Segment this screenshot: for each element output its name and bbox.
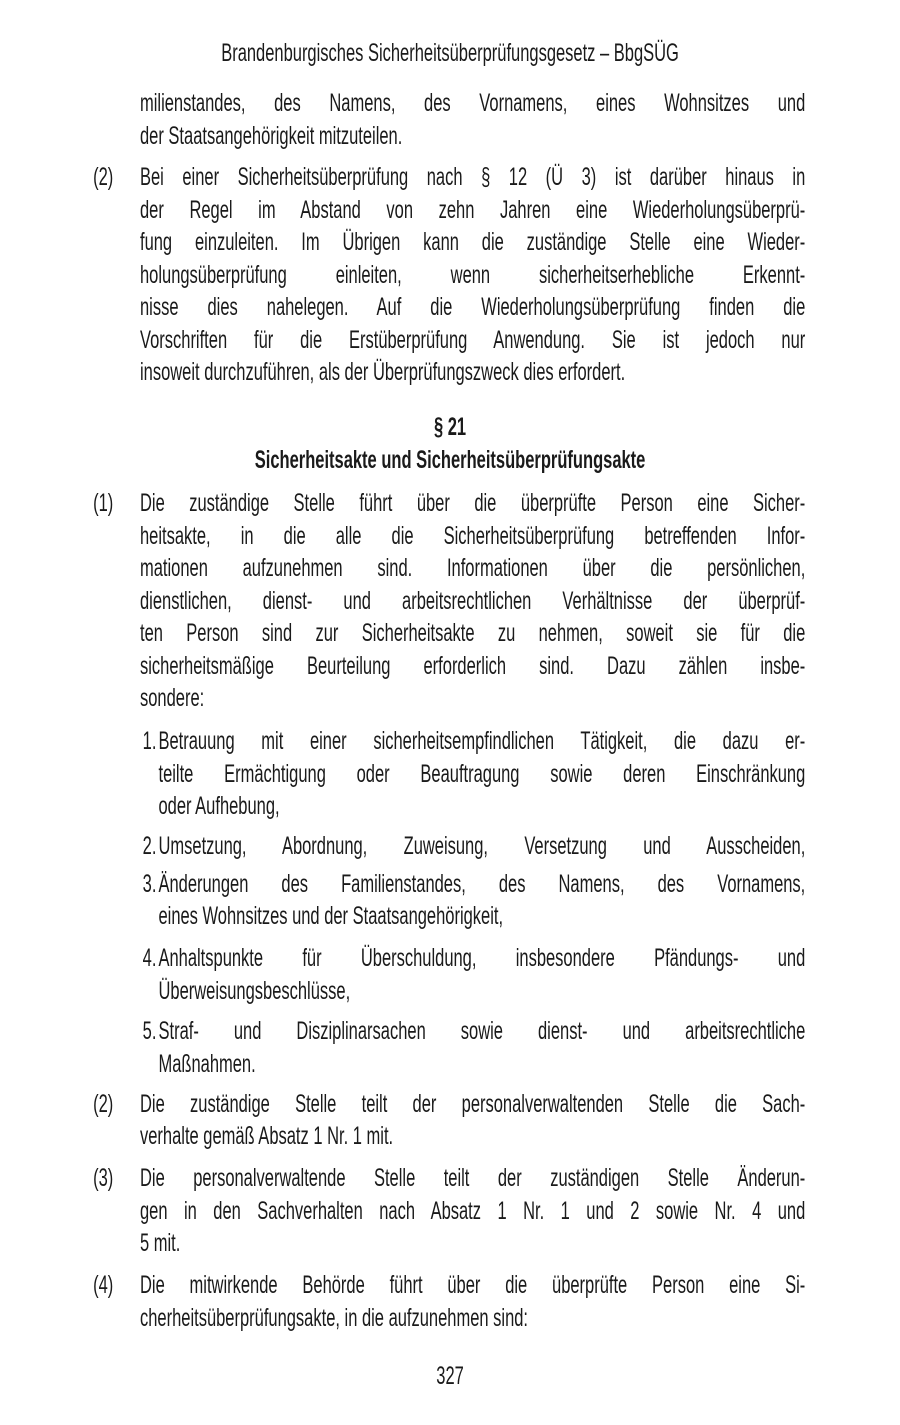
running-header: Brandenburgisches Sicherheitsüberprüfungsgesetz – BbgSÜG xyxy=(221,39,679,67)
text-line: 5 mit. xyxy=(140,1229,181,1257)
text-line: milienstandes, des Namens, des Vornamens, eines Wohnsitzes und xyxy=(140,89,806,117)
list-item-3 xyxy=(140,868,805,933)
text-line: Änderungen des Familienstandes, des Namens, des Vornamens, xyxy=(158,869,806,898)
text-line: Anhaltspunkte für Überschuldung, insbesondere Pfändungs- und xyxy=(158,944,806,972)
list-item-marker: 1. xyxy=(142,727,157,755)
text-line: teilte Ermächtigung oder Beauftragung sowie deren Einschränkung xyxy=(158,759,806,788)
text-line: Die zuständige Stelle führt über die überprüfte Person eine Sicher- xyxy=(140,489,806,517)
paragraph-21-3 xyxy=(93,1162,806,1260)
list-item-marker: 3. xyxy=(142,869,157,898)
text-line: Bei einer Sicherheitsüberprüfung nach § 12 (Ü 3) ist darüber hinaus in xyxy=(140,163,806,191)
text-line: Vorschriften für die Erstüberprüfung Anwendung. Sie ist jedoch nur xyxy=(140,325,806,354)
list-item-marker: 4. xyxy=(142,944,157,972)
text-line: der Staatsangehörigkeit mitzuteilen. xyxy=(140,121,403,150)
text-line: verhalte gemäß Absatz 1 Nr. 1 mit. xyxy=(140,1122,394,1150)
text-line: insoweit durchzuführen, als der Überprüfungszweck dies erfordert. xyxy=(140,358,626,386)
text-line: ten Person sind zur Sicherheitsakte zu nehmen, soweit sie für die xyxy=(140,619,806,647)
text-line: holungsüberprüfung einleiten, wenn sicherheitserhebliche Erkennt- xyxy=(140,260,806,289)
text-line: oder Aufhebung, xyxy=(158,792,280,820)
paragraph-21-2 xyxy=(93,1088,806,1153)
text-line: sondere: xyxy=(140,684,205,712)
text-line: gen in den Sachverhalten nach Absatz 1 Nr. 1 und 2 sowie Nr. 4 und xyxy=(140,1196,806,1225)
text-line: mationen aufzunehmen sind. Informationen über die persönlichen, xyxy=(140,554,806,582)
text-line: Maßnahmen. xyxy=(158,1049,256,1078)
list-item-1 xyxy=(140,725,805,823)
paragraph-21-4 xyxy=(93,1269,806,1334)
section-title: Sicherheitsakte und Sicherheitsüberprüfungsakte xyxy=(254,445,646,474)
paragraph-marker: (3) xyxy=(93,1164,114,1192)
text-line: heitsakte, in die alle die Sicherheitsüberprüfung betreffenden Infor- xyxy=(140,521,806,550)
text-line: Die mitwirkende Behörde führt über die überprüfte Person eine Si- xyxy=(140,1271,806,1299)
text-line: Die personalverwaltende Stelle teilt der zuständigen Stelle Änderun- xyxy=(140,1164,806,1192)
paragraph-marker: (2) xyxy=(93,1089,114,1118)
text-line: Überweisungsbeschlüsse, xyxy=(158,976,351,1005)
text-line: Die zuständige Stelle teilt der personalverwaltenden Stelle die Sach- xyxy=(140,1089,806,1118)
text-line: nisse dies nahelegen. Auf die Wiederholungsüberprüfung finden die xyxy=(140,293,806,321)
paragraph-21-1 xyxy=(93,487,806,715)
list-item-marker: 5. xyxy=(142,1017,157,1045)
list-item-4 xyxy=(140,942,805,1007)
text-line: fung einzuleiten. Im Übrigen kann die zuständige Stelle eine Wieder- xyxy=(140,228,806,256)
paragraph-marker: (4) xyxy=(93,1271,114,1299)
text-line: cherheitsüberprüfungsakte, in die aufzunehmen sind: xyxy=(140,1303,529,1332)
text-line: eines Wohnsitzes und der Staatsangehörigkeit, xyxy=(158,902,504,930)
paragraph-marker: (1) xyxy=(93,489,114,517)
list-item-marker: 2. xyxy=(142,832,157,860)
text-line: Straf- und Disziplinarsachen sowie dienst- und arbeitsrechtliche xyxy=(158,1017,806,1045)
list-item-2 xyxy=(140,830,805,863)
text-line: Betrauung mit einer sicherheitsempfindlichen Tätigkeit, die dazu er- xyxy=(158,727,806,755)
text-line: Umsetzung, Abordnung, Zuweisung, Versetzung und Ausscheiden, xyxy=(158,832,806,860)
page-number: 327 xyxy=(436,1362,464,1390)
paragraph-marker: (2) xyxy=(93,163,114,191)
text-line: dienstlichen, dienst- und arbeitsrechtlichen Verhältnisse der überprüf- xyxy=(140,586,806,615)
text-line: der Regel im Abstand von zehn Jahren eine Wiederholungsüberprü- xyxy=(140,195,806,224)
list-item-5 xyxy=(140,1015,805,1080)
section-number: § 21 xyxy=(433,413,467,441)
paragraph-continuation xyxy=(140,87,805,152)
section-heading xyxy=(93,411,807,476)
paragraph-12-2 xyxy=(93,161,806,389)
text-line: sicherheitsmäßige Beurteilung erforderlich sind. Dazu zählen insbe- xyxy=(140,651,806,680)
